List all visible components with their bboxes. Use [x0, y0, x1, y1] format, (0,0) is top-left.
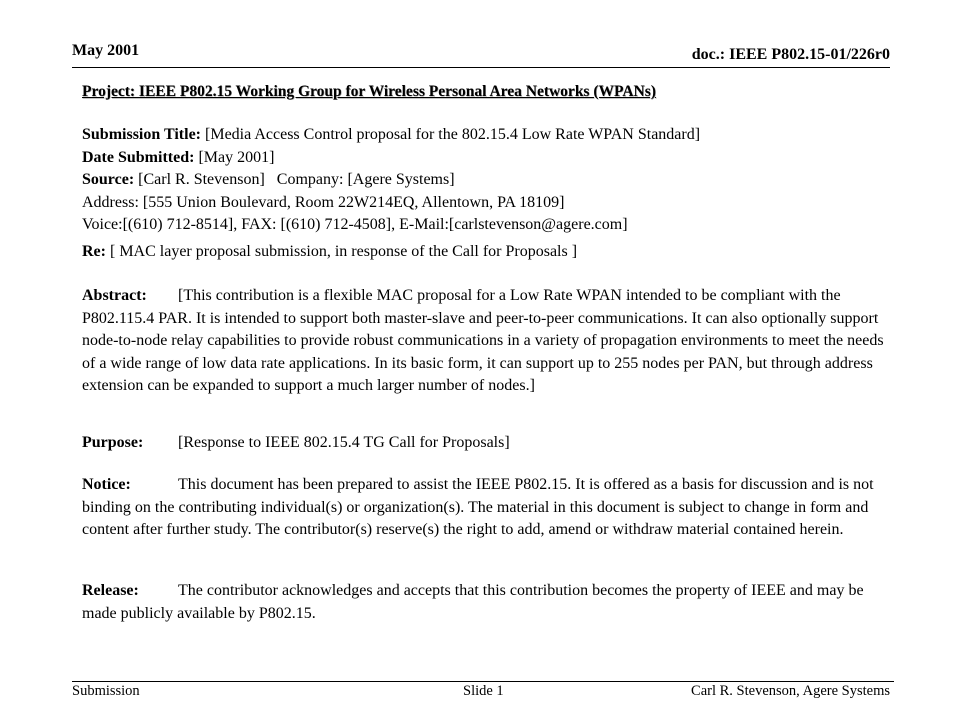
purpose-section [82, 432, 894, 455]
submission-info [82, 124, 894, 237]
header-divider [72, 67, 890, 68]
release-label: Release: [82, 582, 139, 599]
footer-author: Carl R. Stevenson, Agere Systems [691, 683, 890, 699]
footer-slide-number: Slide 1 [463, 683, 504, 699]
header-date: May 2001 [72, 42, 140, 59]
abstract-section [82, 285, 894, 398]
date-submitted-line [82, 147, 894, 170]
footer-divider [72, 681, 894, 682]
re-section [82, 241, 894, 264]
notice-label: Notice: [82, 476, 131, 493]
notice-text: This document has been prepared to assist the IEEE P802.15. It is offered as a basis for discussion and is not binding on the contributing individual(s) or organization(s). The material in this document is subject to change in form and content after further study. The contributor(s) reserve(s) the right to add, amend or withdraw material contained herein. [82, 476, 874, 538]
source-line [82, 169, 894, 192]
date-submitted-label: Date Submitted: [82, 148, 195, 166]
release-text: The contributor acknowledges and accepts that this contribution becomes the property of IEEE and may be made publicly available by P802.15. [82, 582, 864, 622]
re-label: Re: [82, 243, 106, 260]
submission-title-value: [Media Access Control proposal for the 802.15.4 Low Rate WPAN Standard] [205, 126, 701, 143]
release-section [82, 580, 894, 625]
abstract-text: [This contribution is a flexible MAC proposal for a Low Rate WPAN intended to be compliant with the P802.115.4 PAR. It is intended to support both master-slave and peer-to-peer communications. It can also optionally support node-to-node relay capabilities to provide robust communications in a variety of propagation environments to meet the needs of a wide range of low data rate applications. In its basic form, it can support up to 255 nodes per PAN, but through address extension can be expanded to support a much larger number of nodes.] [82, 287, 884, 394]
company: Company: [Agere Systems] [276, 171, 455, 188]
submission-title-line [82, 124, 894, 147]
notice-section [82, 474, 894, 542]
re-value: [ MAC layer proposal submission, in response of the Call for Proposals ] [109, 243, 578, 260]
project-title: Project: IEEE P802.15 Working Group for Wireless Personal Area Networks (WPANs) [82, 83, 656, 100]
header-doc-id: doc.: IEEE P802.15-01/226r0 [691, 46, 890, 63]
abstract-label: Abstract: [82, 287, 147, 304]
contact-line: Voice:[(610) 712-8514], FAX: [(610) 712-4508], E-Mail:[carlstevenson@agere.com] [82, 216, 628, 233]
submission-title-label: Submission Title: [82, 126, 202, 143]
source-label: Source: [82, 171, 135, 188]
source-value: [Carl R. Stevenson] [138, 171, 265, 188]
footer-left: Submission [72, 683, 140, 699]
address-line: Address: [555 Union Boulevard, Room 22W214EQ, Allentown, PA 18109] [82, 193, 565, 211]
purpose-text: [Response to IEEE 802.15.4 TG Call for Proposals] [178, 434, 510, 451]
date-submitted-value: [May 2001] [198, 148, 275, 166]
purpose-label: Purpose: [82, 434, 144, 451]
